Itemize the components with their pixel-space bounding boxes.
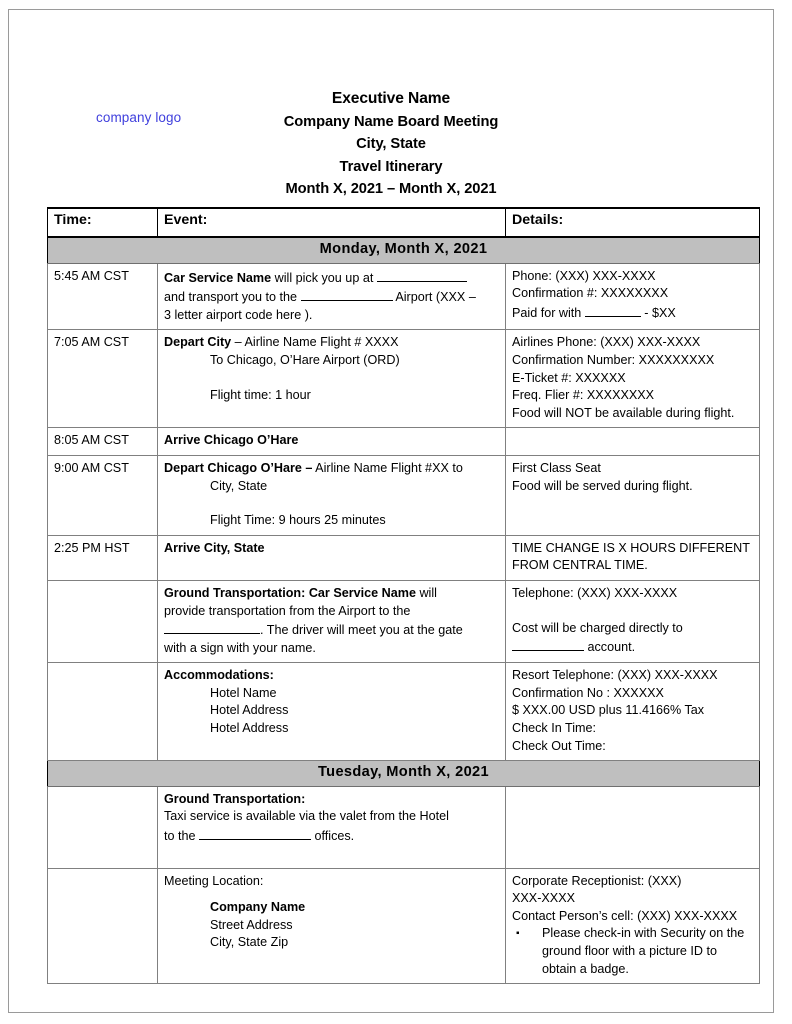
square-bullet-icon: ▪ bbox=[516, 928, 520, 940]
row-event bbox=[158, 868, 506, 984]
row-time: 8:05 AM CST bbox=[48, 428, 158, 456]
ground-transport-text-1: will bbox=[415, 585, 437, 600]
table-row bbox=[48, 330, 760, 428]
detail-confirmation-number: Confirmation Number: XXXXXXXXX bbox=[512, 352, 715, 367]
detail-rate-tax: $ XXX.00 USD plus 11.4166% Tax bbox=[512, 703, 705, 718]
detail-telephone: Telephone: (XXX) XXX-XXXX bbox=[512, 585, 678, 600]
detail-food-served: Food will be served during flight. bbox=[512, 478, 693, 493]
depart-ohare-flight: Airline Name Flight #XX to bbox=[312, 460, 463, 475]
title-line-doc-type: Travel Itinerary bbox=[339, 158, 443, 175]
row-details bbox=[506, 428, 760, 456]
detail-receptionist-1: Corporate Receptionist: (XXX) bbox=[512, 873, 682, 888]
table-row bbox=[48, 428, 760, 456]
ground-transport-tue-line-3-pre: to the bbox=[164, 829, 200, 844]
row-time bbox=[48, 580, 158, 662]
detail-account-post: account. bbox=[584, 640, 636, 655]
arrive-ohare-lead: Arrive Chicago O’Hare bbox=[164, 433, 299, 448]
ground-transport-line-3: . The driver will meet you at the gate bbox=[260, 623, 463, 638]
security-bullet-item bbox=[512, 925, 753, 978]
row-details bbox=[506, 868, 760, 984]
car-service-name: Car Service Name bbox=[164, 270, 272, 285]
table-row bbox=[48, 663, 760, 761]
blank-fill-offices bbox=[199, 826, 311, 840]
spacer bbox=[164, 890, 499, 899]
table-row bbox=[48, 263, 760, 330]
row-event bbox=[158, 535, 506, 580]
blank-fill-destination bbox=[164, 620, 260, 634]
meeting-company-name-text: Company Name bbox=[210, 900, 306, 915]
blank-fill-airport bbox=[301, 287, 393, 301]
ground-transport-tue-line-2: Taxi service is available via the valet from the Hotel bbox=[164, 809, 449, 824]
row-details bbox=[506, 455, 760, 535]
row-event bbox=[158, 580, 506, 662]
ground-transport-company: Car Service Name bbox=[308, 585, 416, 600]
depart-city-lead: Depart City bbox=[164, 335, 232, 350]
row-details bbox=[506, 330, 760, 428]
car-service-text-2: and transport you to the bbox=[164, 290, 301, 305]
day-banner-tuesday bbox=[48, 761, 760, 787]
depart-city-flight-time: Flight time: 1 hour bbox=[210, 387, 311, 402]
row-event bbox=[158, 428, 506, 456]
car-service-text-4: 3 letter airport code here ). bbox=[164, 307, 313, 322]
detail-confirmation: Confirmation #: XXXXXXXX bbox=[512, 286, 669, 301]
column-header-details: Details: bbox=[506, 208, 760, 237]
detail-airline-phone: Airlines Phone: (XXX) XXX-XXXX bbox=[512, 335, 701, 350]
row-time: 2:25 PM HST bbox=[48, 535, 158, 580]
spacer bbox=[164, 846, 499, 863]
detail-contact-cell: Contact Person’s cell: (XXX) XXX-XXXX bbox=[512, 908, 738, 923]
depart-city-destination: To Chicago, O’Hare Airport (ORD) bbox=[210, 352, 400, 367]
day-banner-label-monday: Monday, Month X, 2021 bbox=[48, 237, 760, 263]
hotel-address-1: Hotel Address bbox=[210, 703, 289, 718]
ground-transport-tue-label: Ground Transportation: bbox=[164, 791, 306, 806]
day-banner-label-tuesday: Tuesday, Month X, 2021 bbox=[48, 761, 760, 787]
arrive-city-lead: Arrive City, State bbox=[164, 540, 265, 555]
car-service-text-1: will pick you up at bbox=[271, 270, 377, 285]
detail-check-in: Check In Time: bbox=[512, 721, 596, 736]
document-page bbox=[8, 9, 774, 1013]
blank-fill-pickup bbox=[377, 268, 467, 282]
detail-cost-line: Cost will be charged directly to bbox=[512, 620, 683, 635]
detail-food-note: Food will NOT be available during flight. bbox=[512, 405, 735, 420]
day-banner-monday bbox=[48, 237, 760, 263]
column-header-event: Event: bbox=[158, 208, 506, 237]
title-block bbox=[9, 88, 773, 201]
table-row bbox=[48, 580, 760, 662]
column-header-time: Time: bbox=[48, 208, 158, 237]
detail-eticket: E-Ticket #: XXXXXX bbox=[512, 370, 626, 385]
car-service-text-3: Airport (XXX – bbox=[392, 290, 476, 305]
table-row bbox=[48, 786, 760, 868]
detail-seat-class: First Class Seat bbox=[512, 460, 601, 475]
row-time: 7:05 AM CST bbox=[48, 330, 158, 428]
row-event bbox=[158, 786, 506, 868]
row-details bbox=[506, 786, 760, 868]
blank-fill-account bbox=[512, 637, 584, 651]
spacer bbox=[512, 603, 753, 620]
row-details bbox=[506, 580, 760, 662]
depart-ohare-lead: Depart Chicago O’Hare – bbox=[164, 460, 313, 475]
meeting-street-address: Street Address bbox=[210, 917, 293, 932]
row-event bbox=[158, 330, 506, 428]
ground-transport-line-4: with a sign with your name. bbox=[164, 640, 316, 655]
row-event bbox=[158, 663, 506, 761]
hotel-address-2: Hotel Address bbox=[210, 721, 289, 736]
table-row bbox=[48, 535, 760, 580]
ground-transport-label: Ground Transportation: bbox=[164, 585, 309, 600]
row-time: 5:45 AM CST bbox=[48, 263, 158, 330]
detail-paid-pre: Paid for with bbox=[512, 305, 585, 320]
title-line-date-range: Month X, 2021 – Month X, 2021 bbox=[285, 181, 497, 197]
spacer bbox=[164, 370, 499, 387]
blank-fill-paid-with bbox=[585, 303, 641, 317]
row-time bbox=[48, 786, 158, 868]
detail-resort-telephone: Resort Telephone: (XXX) XXX-XXXX bbox=[512, 668, 718, 683]
detail-freq-flier: Freq. Flier #: XXXXXXXX bbox=[512, 388, 655, 403]
hotel-name: Hotel Name bbox=[210, 685, 277, 700]
security-bullet-text: Please check-in with Security on the ground floor with a picture ID to obtain a badge. bbox=[542, 926, 745, 976]
spacer bbox=[164, 495, 499, 512]
document-header bbox=[9, 10, 773, 197]
title-line-meeting: Company Name Board Meeting bbox=[283, 113, 499, 130]
detail-phone: Phone: (XXX) XXX-XXXX bbox=[512, 268, 656, 283]
meeting-city-state-zip: City, State Zip bbox=[210, 935, 289, 950]
row-time bbox=[48, 663, 158, 761]
detail-confirmation-no: Confirmation No : XXXXXX bbox=[512, 685, 664, 700]
accommodations-label: Accommodations: bbox=[164, 668, 274, 683]
itinerary-table bbox=[47, 207, 760, 984]
meeting-location-label: Meeting Location: bbox=[164, 873, 264, 888]
detail-receptionist-2: XXX-XXXX bbox=[512, 891, 575, 906]
title-line-executive-name: Executive Name bbox=[331, 90, 451, 107]
table-row bbox=[48, 455, 760, 535]
row-details bbox=[506, 263, 760, 330]
row-details: TIME CHANGE IS X HOURS DIFFERENT FROM CENTRAL TIME. bbox=[506, 535, 760, 580]
company-logo-placeholder: company logo bbox=[96, 110, 182, 125]
row-event bbox=[158, 455, 506, 535]
row-time: 9:00 AM CST bbox=[48, 455, 158, 535]
row-event bbox=[158, 263, 506, 330]
table-row bbox=[48, 868, 760, 984]
depart-ohare-flight-time: Flight Time: 9 hours 25 minutes bbox=[210, 513, 386, 528]
row-time bbox=[48, 868, 158, 984]
depart-city-flight: – Airline Name Flight # XXXX bbox=[231, 335, 399, 350]
table-header-row bbox=[48, 208, 760, 237]
meeting-company-name bbox=[164, 899, 499, 917]
ground-transport-line-2: provide transportation from the Airport to the bbox=[164, 603, 411, 618]
depart-ohare-destination: City, State bbox=[210, 478, 268, 493]
row-details bbox=[506, 663, 760, 761]
title-line-location: City, State bbox=[356, 136, 426, 152]
ground-transport-tue-line-3-post: offices. bbox=[311, 829, 355, 844]
detail-check-out: Check Out Time: bbox=[512, 738, 606, 753]
detail-paid-post: - $XX bbox=[640, 305, 676, 320]
